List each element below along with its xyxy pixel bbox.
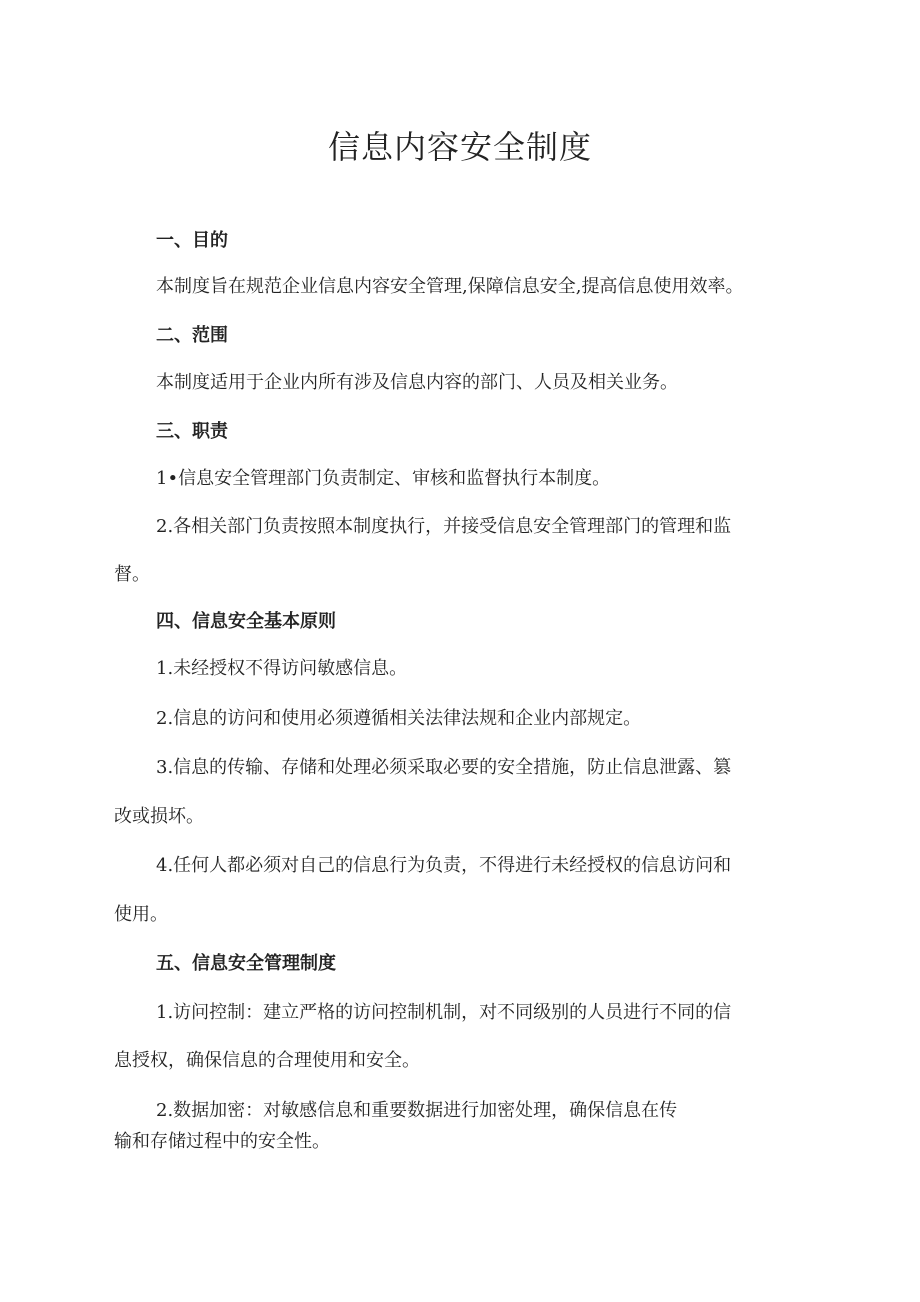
list-item-management-1-cont: 息授权，确保信息的合理使用和安全。 <box>114 1050 420 1071</box>
list-item-management-1: 1.访问控制：建立严格的访问控制机制，对不同级别的人员进行不同的信 <box>156 1002 732 1023</box>
list-item-principle-2: 2.信息的访问和使用必须遵循相关法律法规和企业内部规定。 <box>156 708 642 729</box>
list-item-management-2-cont: 输和存储过程中的安全性。 <box>114 1131 330 1152</box>
list-item-responsibility-1: 1•信息安全管理部门负责制定、审核和监督执行本制度。 <box>156 468 611 489</box>
section-heading-scope: 二、范围 <box>156 325 228 346</box>
list-item-responsibility-2: 2.各相关部门负责按照本制度执行，并接受信息安全管理部门的管理和监 <box>156 516 732 537</box>
list-item-principle-1: 1.未经授权不得访问敏感信息。 <box>156 658 408 679</box>
document-title: 信息内容安全制度 <box>327 128 592 166</box>
list-item-principle-4-cont: 使用。 <box>114 904 168 925</box>
section-heading-principles: 四、信息安全基本原则 <box>156 611 336 632</box>
list-item-principle-3-cont: 改或损坏。 <box>114 806 204 827</box>
list-item-management-2: 2.数据加密：对敏感信息和重要数据进行加密处理，确保信息在传 <box>156 1100 678 1121</box>
paragraph-scope: 本制度适用于企业内所有涉及信息内容的部门、人员及相关业务。 <box>156 372 678 393</box>
list-item-responsibility-2-cont: 督。 <box>114 564 150 585</box>
section-heading-purpose: 一、目的 <box>156 230 228 251</box>
section-heading-management: 五、信息安全管理制度 <box>156 953 336 974</box>
list-item-principle-4: 4.任何人都必须对自己的信息行为负责，不得进行未经授权的信息访问和 <box>156 855 732 876</box>
paragraph-purpose: 本制度旨在规范企业信息内容安全管理,保障信息安全,提高信息使用效率。 <box>156 276 744 297</box>
section-heading-responsibilities: 三、职责 <box>156 421 228 442</box>
list-item-principle-3: 3.信息的传输、存储和处理必须采取必要的安全措施，防止信息泄露、篡 <box>156 757 732 778</box>
